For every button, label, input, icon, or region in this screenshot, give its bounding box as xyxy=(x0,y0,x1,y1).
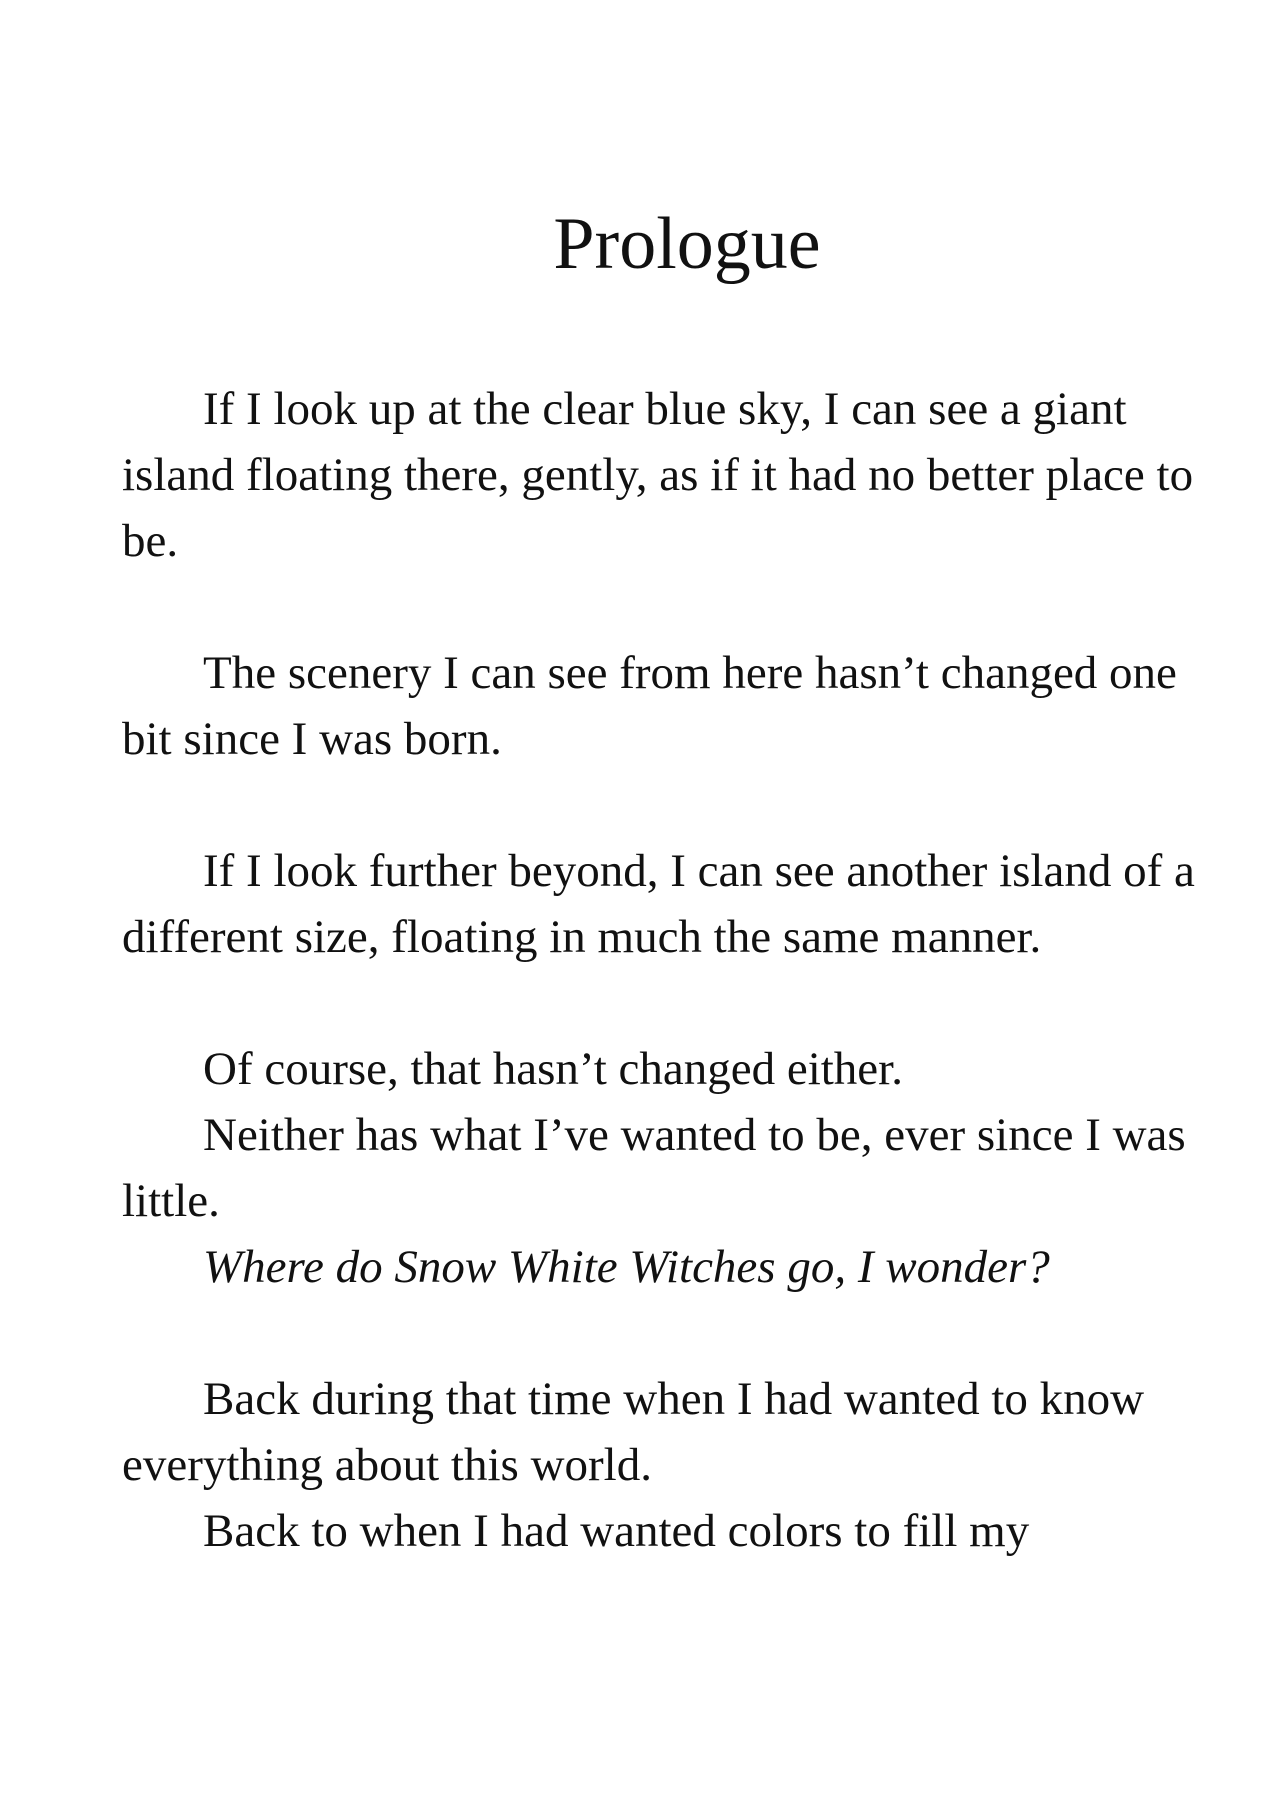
paragraph-1: If I look up at the clear blue sky, I can see a giant island floating there, gently, as if it had no better place to be. xyxy=(122,383,1194,567)
paragraph-gap xyxy=(122,772,1202,838)
paragraph-8: Back to when I had wanted colors to fill my xyxy=(203,1505,1030,1557)
paragraph-5: Neither has what I’ve wanted to be, ever since I was little. xyxy=(122,1109,1186,1227)
chapter-title: Prologue xyxy=(553,203,821,285)
paragraph-gap xyxy=(122,1300,1202,1366)
paragraph-3: If I look further beyond, I can see another island of a different size, floating in much the same manner. xyxy=(122,845,1195,963)
paragraph-gap xyxy=(122,574,1202,640)
paragraph-2: The scenery I can see from here hasn’t changed one bit since I was born. xyxy=(122,647,1177,765)
paragraph-6-italic: Where do Snow White Witches go, I wonder? xyxy=(203,1241,1050,1293)
paragraph-gap xyxy=(122,970,1202,1036)
paragraph-7: Back during that time when I had wanted to know everything about this world. xyxy=(122,1373,1145,1491)
chapter-body xyxy=(122,376,1202,1564)
paragraph-4: Of course, that hasn’t changed either. xyxy=(203,1043,903,1095)
